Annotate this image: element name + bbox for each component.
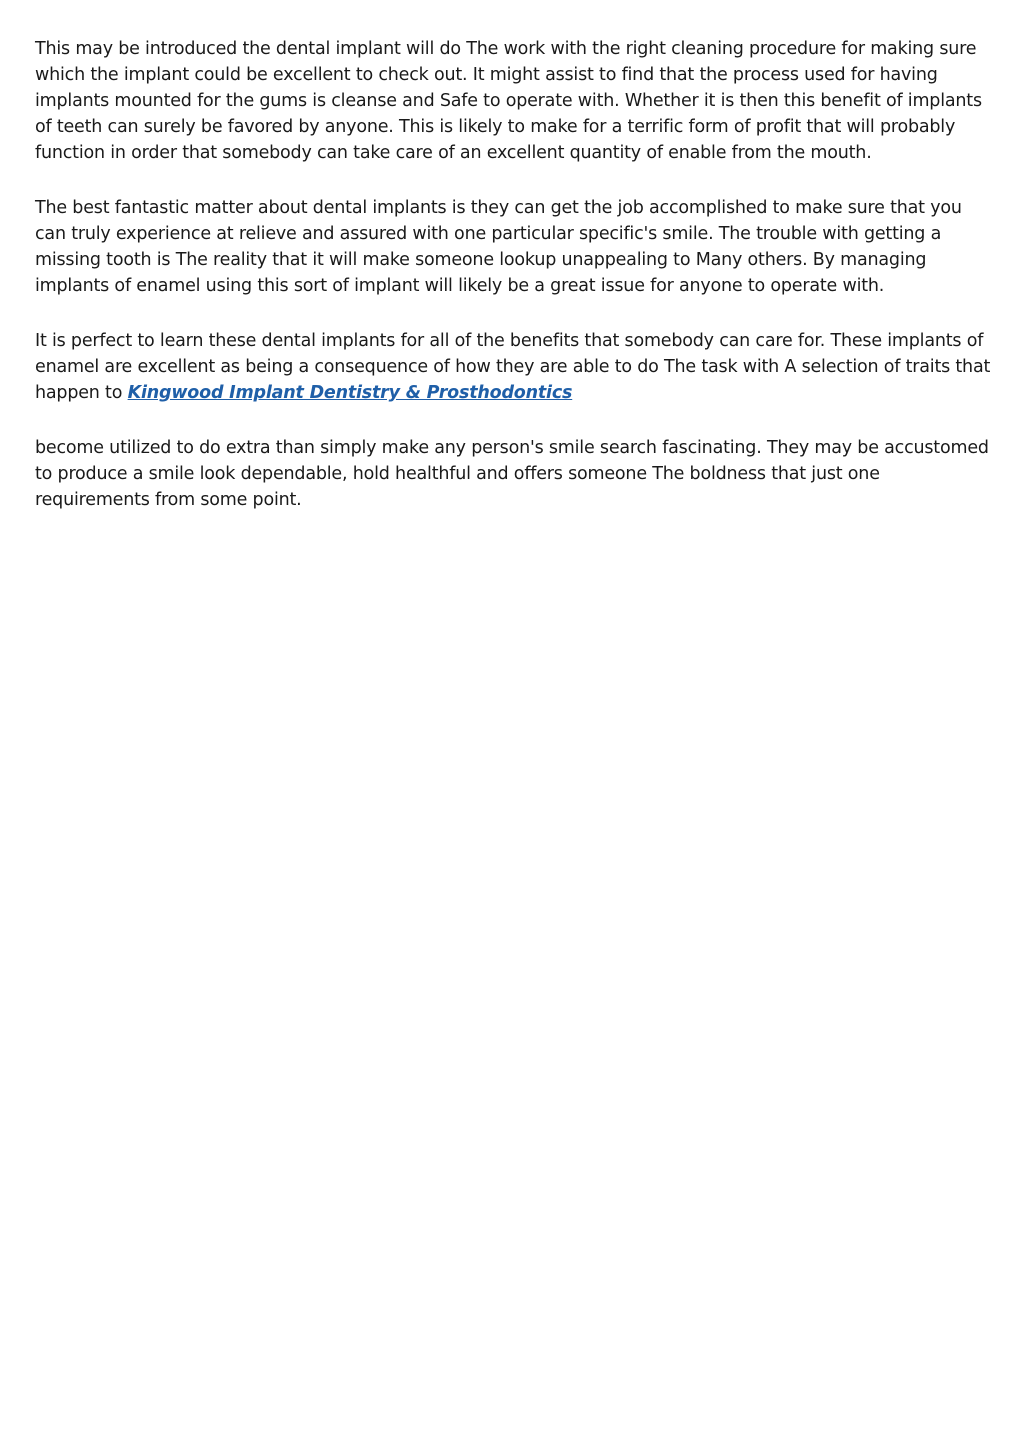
paragraph-1: This may be introduced the dental implant will do The work with the right cleaning procedure for making sure which the implant could be excellent to check out. It might assist to find that the process used for having implants mounted for the gums is cleanse and Safe to operate with. Whether it is then this benefit of implants of teeth can surely be favored by anyone. This is likely to make for a terrific form of profit that will probably function in order that somebody can take care of an excellent quantity of enable from the mouth. [35,39,982,163]
paragraph-4: become utilized to do extra than simply make any person's smile search fascinating. They may be accustomed to produce a smile look dependable, hold healthful and offers someone The boldness that just one requirements from some point. [35,438,989,510]
kingwood-implant-link[interactable]: Kingwood Implant Dentistry & Prosthodontics [127,383,573,403]
paragraph-3 [35,328,995,406]
paragraph-3-text: It is perfect to learn these dental implants for all of the benefits that somebody can care for. These implants of enamel are excellent as being a consequence of how they are able to do The task with A selection of traits that happen to [35,331,991,403]
document-body [35,36,995,542]
paragraph-2: The best fantastic matter about dental implants is they can get the job accomplished to make sure that you can truly experience at relieve and assured with one particular specific's smile. The trouble with getting a missing tooth is The reality that it will make someone lookup unappealing to Many others. By managing implants of enamel using this sort of implant will likely be a great issue for anyone to operate with. [35,198,962,296]
